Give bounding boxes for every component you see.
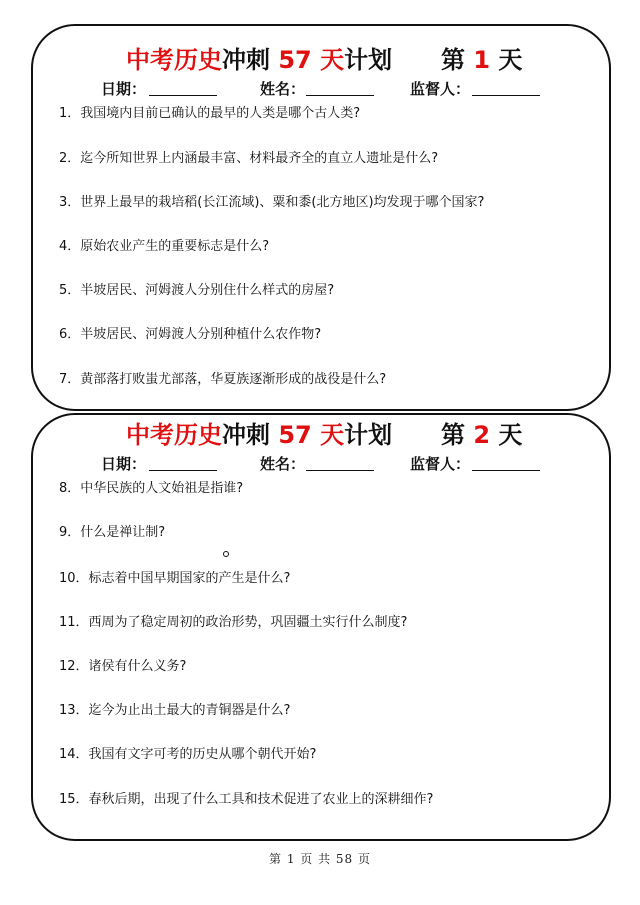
plan-title: 中考历史冲刺 57 天计划 (126, 421, 393, 449)
page-footer: 第 1 页 共 58 页 (269, 852, 371, 866)
name-label: 姓名： (260, 455, 306, 473)
question-item: 7．黄部落打败蚩尤部落，华夏族逐渐形成的战役是什么? (59, 372, 387, 387)
card-title (33, 40, 609, 74)
date-field[interactable] (149, 95, 217, 96)
name-field[interactable] (306, 95, 374, 96)
supervisor-label: 监督人： (410, 455, 471, 473)
question-item: 8．中华民族的人文始祖是指谁? (59, 481, 244, 496)
question-item: 11．西周为了稳定周初的政治形势，巩固疆土实行什么制度? (59, 615, 408, 630)
supervisor-label: 监督人： (410, 80, 471, 98)
stray-dot-mark (223, 551, 229, 557)
question-item: 14．我国有文字可考的历史从哪个朝代开始? (59, 747, 317, 762)
card-title (33, 415, 609, 449)
question-item: 13．迄今为止出土最大的青铜器是什么? (59, 703, 291, 718)
question-item: 5．半坡居民、河姆渡人分别住什么样式的房屋? (59, 283, 335, 298)
date-label: 日期： (101, 80, 147, 98)
question-item: 6．半坡居民、河姆渡人分别种植什么农作物? (59, 327, 322, 342)
plan-title: 中考历史冲刺 57 天计划 (126, 46, 393, 74)
question-item: 1．我国境内目前已确认的最早的人类是哪个古人类? (59, 106, 361, 121)
question-item: 10．标志着中国早期国家的产生是什么? (59, 571, 291, 586)
question-item: 15．春秋后期，出现了什么工具和技术促进了农业上的深耕细作? (59, 792, 434, 807)
day-2-card (31, 413, 611, 841)
question-item: 4．原始农业产生的重要标志是什么? (59, 239, 270, 254)
day-label: 第 1 天 (441, 46, 523, 74)
question-item: 2．迄今所知世界上内涵最丰富、材料最齐全的直立人遗址是什么? (59, 151, 439, 166)
question-item: 9．什么是禅让制? (59, 525, 166, 540)
day-label: 第 2 天 (441, 421, 523, 449)
supervisor-field[interactable] (472, 95, 540, 96)
name-label: 姓名： (260, 80, 306, 98)
day-1-card (31, 24, 611, 411)
question-item: 3．世界上最早的栽培稻(长江流域)、粟和黍(北方地区)均发现于哪个国家? (59, 195, 485, 210)
info-row (33, 453, 609, 475)
name-field[interactable] (306, 470, 374, 471)
date-field[interactable] (149, 470, 217, 471)
date-label: 日期： (101, 455, 147, 473)
question-item: 12．诸侯有什么义务? (59, 659, 187, 674)
supervisor-field[interactable] (472, 470, 540, 471)
info-row (33, 78, 609, 100)
